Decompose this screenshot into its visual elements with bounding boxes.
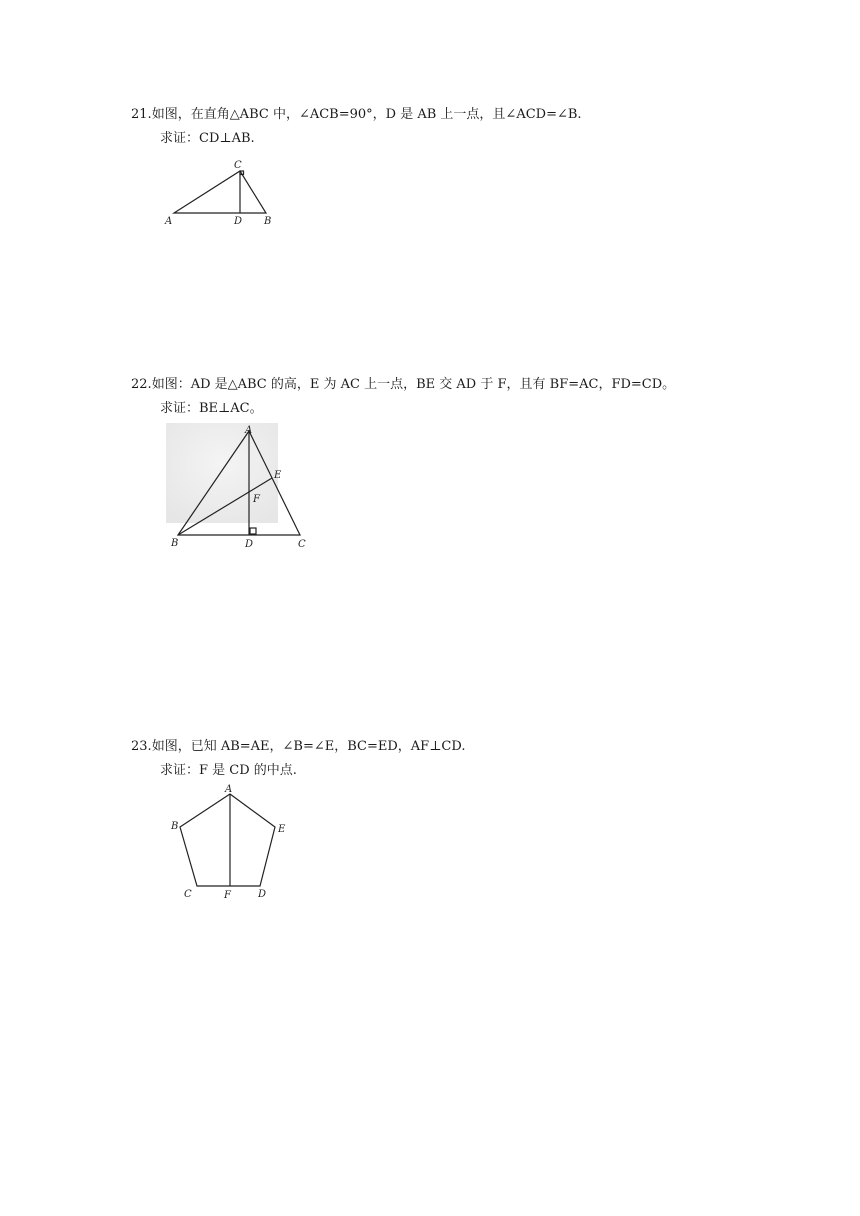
- label-d: D: [258, 889, 267, 900]
- problem-23-figure: [168, 782, 298, 902]
- problem-22-prove: 求证：BE⊥AC。: [160, 401, 263, 416]
- problem-23-statement: 如图，已知 AB=AE，∠B=∠E，BC=ED，AF⊥CD.: [151, 739, 466, 754]
- problem-22-statement-line: [131, 376, 675, 394]
- problem-23-statement-line: [131, 738, 465, 756]
- label-f: F: [224, 890, 231, 901]
- label-e: E: [274, 470, 282, 481]
- label-e: E: [278, 824, 286, 835]
- label-c: C: [298, 539, 306, 550]
- triangle-abc: [174, 171, 266, 213]
- problem-22-statement: 如图：AD 是△ABC 的高，E 为 AC 上一点，BE 交 AD 于 F，且有 BF=AC，FD=CD。: [151, 377, 676, 392]
- label-a: A: [165, 216, 173, 227]
- problem-21-number: 21.: [131, 107, 152, 122]
- problem-22-number: 22.: [131, 377, 152, 392]
- problem-21-prove: 求证：CD⊥AB.: [160, 131, 255, 146]
- problem-21-figure: [160, 158, 285, 230]
- problem-23-number: 23.: [131, 739, 152, 754]
- problem-21-statement-line: [131, 106, 582, 124]
- problem-22-figure: [166, 423, 310, 551]
- label-d: D: [245, 539, 254, 550]
- right-angle-mark-d: [250, 528, 256, 534]
- label-a: A: [245, 425, 253, 436]
- label-b: B: [171, 821, 179, 832]
- label-a: A: [225, 784, 233, 795]
- label-b: B: [171, 538, 179, 549]
- label-f: F: [253, 494, 260, 505]
- label-c: C: [184, 889, 192, 900]
- problem-21-statement: 如图，在直角△ABC 中，∠ACB=90°，D 是 AB 上一点，且∠ACD=∠B.: [151, 107, 582, 122]
- label-c: C: [234, 160, 242, 171]
- label-b: B: [264, 216, 272, 227]
- problem-23-prove: 求证：F 是 CD 的中点.: [160, 763, 297, 778]
- label-d: D: [234, 216, 243, 227]
- pentagon-abcde: [180, 794, 275, 886]
